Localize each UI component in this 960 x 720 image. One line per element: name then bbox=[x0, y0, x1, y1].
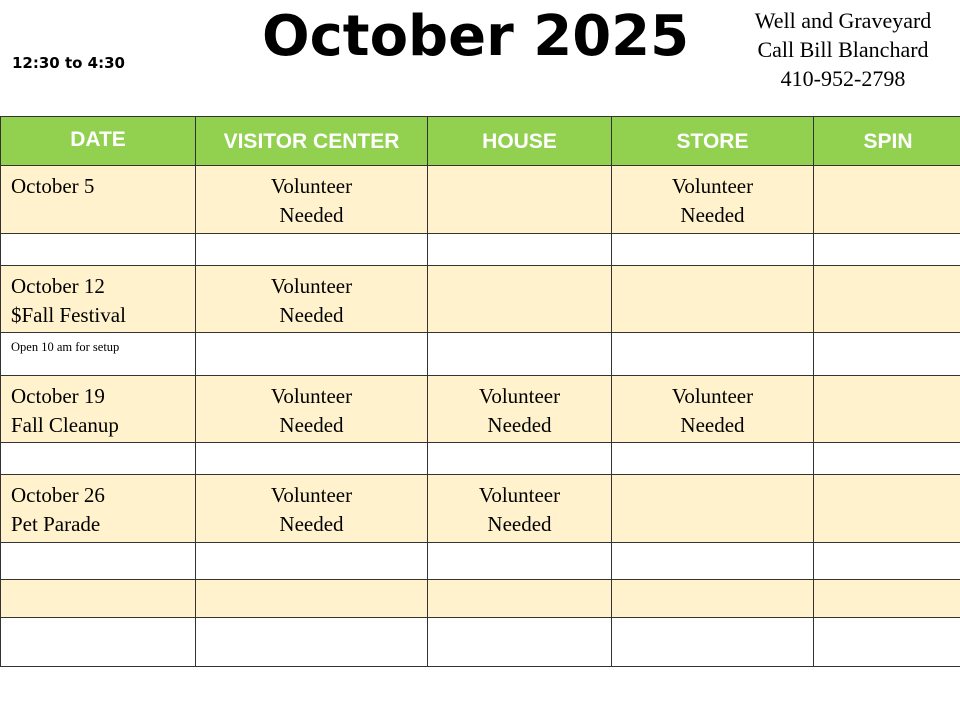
date-cell bbox=[1, 333, 196, 376]
cell-text: Volunteer bbox=[270, 483, 353, 507]
cell-text: Pet Parade bbox=[11, 512, 101, 536]
visitor-center-cell bbox=[196, 443, 428, 475]
column-header-house: HOUSE bbox=[428, 117, 612, 166]
house-cell bbox=[428, 376, 612, 443]
visitor-center-cell bbox=[196, 475, 428, 543]
house-cell bbox=[428, 166, 612, 234]
cell-text: Needed bbox=[487, 512, 552, 536]
store-cell bbox=[612, 333, 814, 376]
cell-text: Volunteer bbox=[671, 174, 754, 198]
spin-cell bbox=[814, 333, 960, 376]
date-cell bbox=[1, 475, 196, 543]
table-row bbox=[1, 543, 960, 580]
cell-text: Needed bbox=[279, 512, 344, 536]
visitor-center-cell bbox=[196, 266, 428, 333]
cell-text: Needed bbox=[279, 303, 344, 327]
table-row bbox=[1, 580, 960, 618]
store-cell bbox=[612, 376, 814, 443]
house-cell bbox=[428, 580, 612, 618]
visitor-center-cell bbox=[196, 376, 428, 443]
store-cell bbox=[612, 543, 814, 580]
visitor-center-cell bbox=[196, 333, 428, 376]
date-cell bbox=[1, 266, 196, 333]
cell-text: Needed bbox=[487, 413, 552, 437]
contact-phone: 410-952-2798 bbox=[780, 66, 906, 91]
column-header-spin: SPIN bbox=[814, 117, 960, 166]
table-row bbox=[1, 333, 960, 376]
date-cell bbox=[1, 376, 196, 443]
date-cell bbox=[1, 618, 196, 667]
date-cell bbox=[1, 166, 196, 234]
store-cell bbox=[612, 580, 814, 618]
house-cell bbox=[428, 618, 612, 667]
column-header-date: DATE bbox=[1, 117, 196, 166]
house-cell bbox=[428, 443, 612, 475]
cell-text: Fall Cleanup bbox=[11, 413, 119, 437]
schedule-table bbox=[0, 116, 960, 667]
spin-cell bbox=[814, 266, 960, 333]
cell-text: Volunteer bbox=[270, 274, 353, 298]
table-header-row bbox=[1, 117, 960, 166]
contact-info bbox=[730, 6, 956, 93]
house-cell bbox=[428, 333, 612, 376]
spin-cell bbox=[814, 234, 960, 266]
house-cell bbox=[428, 543, 612, 580]
visitor-center-cell bbox=[196, 580, 428, 618]
spin-cell bbox=[814, 443, 960, 475]
cell-text: $Fall Festival bbox=[11, 303, 126, 327]
contact-line: Call Bill Blanchard bbox=[757, 37, 929, 62]
table-row bbox=[1, 376, 960, 443]
table-row bbox=[1, 618, 960, 667]
spin-cell bbox=[814, 543, 960, 580]
spin-cell bbox=[814, 376, 960, 443]
table-row bbox=[1, 166, 960, 234]
visitor-center-cell bbox=[196, 618, 428, 667]
cell-text: Open 10 am for setup bbox=[11, 340, 120, 354]
column-header-visitor-center: VISITOR CENTER bbox=[196, 117, 428, 166]
cell-text: Volunteer bbox=[270, 174, 353, 198]
cell-text: Volunteer bbox=[671, 384, 754, 408]
cell-text: Needed bbox=[279, 413, 344, 437]
house-cell bbox=[428, 266, 612, 333]
column-header-store: STORE bbox=[612, 117, 814, 166]
date-cell bbox=[1, 543, 196, 580]
cell-text: Needed bbox=[680, 203, 745, 227]
cell-text: Volunteer bbox=[270, 384, 353, 408]
cell-text: Volunteer bbox=[478, 384, 561, 408]
store-cell bbox=[612, 475, 814, 543]
table-body bbox=[1, 166, 960, 667]
page-title: October 2025 bbox=[262, 4, 690, 69]
cell-text: October 5 bbox=[11, 174, 95, 198]
cell-text: Needed bbox=[680, 413, 745, 437]
cell-text: October 12 bbox=[11, 274, 105, 298]
cell-text: October 19 bbox=[11, 384, 105, 408]
store-cell bbox=[612, 266, 814, 333]
house-cell bbox=[428, 234, 612, 266]
date-cell bbox=[1, 443, 196, 475]
date-cell bbox=[1, 580, 196, 618]
house-cell bbox=[428, 475, 612, 543]
cell-text: October 26 bbox=[11, 483, 105, 507]
table-row bbox=[1, 443, 960, 475]
store-cell bbox=[612, 234, 814, 266]
visitor-center-cell bbox=[196, 234, 428, 266]
spin-cell bbox=[814, 618, 960, 667]
date-cell bbox=[1, 234, 196, 266]
store-cell bbox=[612, 166, 814, 234]
cell-text: Volunteer bbox=[478, 483, 561, 507]
visitor-center-cell bbox=[196, 166, 428, 234]
spin-cell bbox=[814, 580, 960, 618]
contact-line: Well and Graveyard bbox=[754, 8, 932, 33]
table-row bbox=[1, 266, 960, 333]
spin-cell bbox=[814, 475, 960, 543]
spin-cell bbox=[814, 166, 960, 234]
cell-text: Needed bbox=[279, 203, 344, 227]
store-cell bbox=[612, 443, 814, 475]
table-row bbox=[1, 234, 960, 266]
time-range: 12:30 to 4:30 bbox=[12, 54, 125, 72]
table-row bbox=[1, 475, 960, 543]
store-cell bbox=[612, 618, 814, 667]
visitor-center-cell bbox=[196, 543, 428, 580]
